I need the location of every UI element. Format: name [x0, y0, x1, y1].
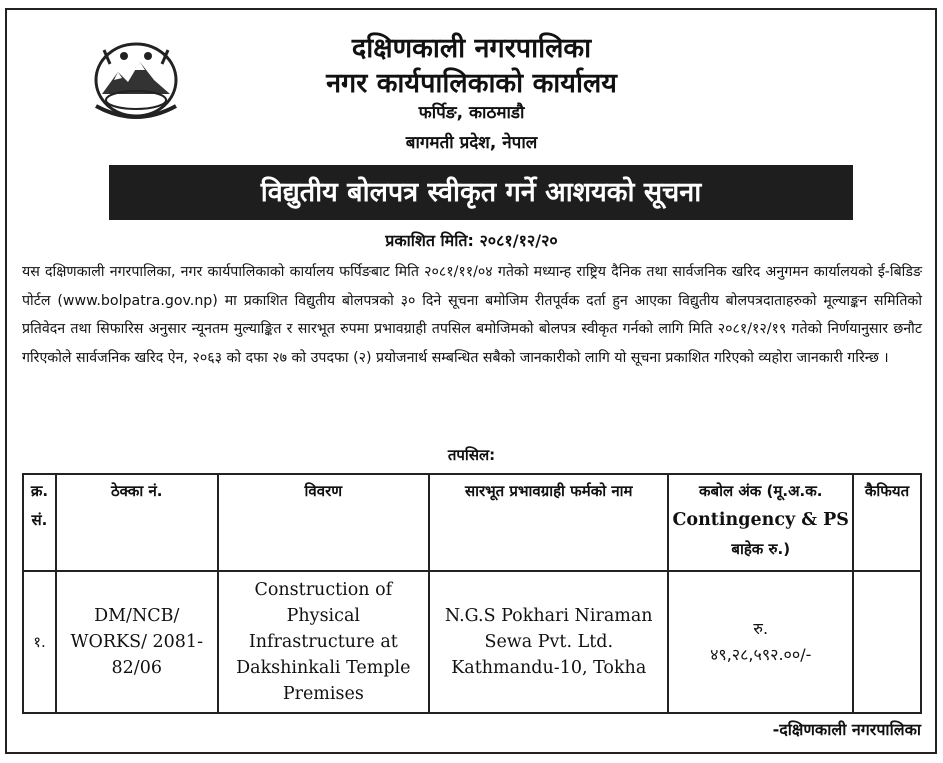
- amount-header-line2: Contingency & PS: [672, 510, 849, 530]
- amount-value: ४९,२८,५९२.००/-: [710, 645, 812, 664]
- col-header-sn: क्र. सं.: [23, 474, 56, 571]
- col-header-remarks: कैफियत: [853, 474, 921, 571]
- cell-remarks: [853, 571, 921, 713]
- col-header-contract-no: ठेक्का नं.: [56, 474, 218, 571]
- col-header-firm: सारभूत प्रभावग्राही फर्मको नाम: [429, 474, 668, 571]
- amount-currency: रु.: [753, 619, 769, 638]
- office-location: फर्पिङ, काठमाडौ: [418, 103, 525, 123]
- published-date: प्रकाशित मिति: २०८१/१२/२०: [385, 231, 558, 250]
- province-country: बागमती प्रदेश, नेपाल: [405, 133, 538, 153]
- office-name: नगर कार्यपालिकाको कार्यालय: [326, 68, 617, 99]
- cell-firm: N.G.S Pokhari Niraman Sewa Pvt. Ltd. Kathmandu-10, Tokha: [429, 571, 668, 713]
- notice-title-banner: विद्युतीय बोलपत्र स्वीकृत गर्ने आशयको सूचना: [109, 165, 853, 220]
- cell-sn: १.: [23, 571, 56, 713]
- amount-header-line3: बाहेक रु.): [731, 540, 791, 558]
- details-heading: तपसिल:: [447, 446, 496, 464]
- cell-contract-no: DM/NCB/ WORKS/ 2081-82/06: [56, 571, 218, 713]
- cell-amount: [668, 571, 853, 713]
- municipality-name: दक्षिणकाली नगरपालिका: [351, 33, 592, 64]
- col-header-amount: [668, 474, 853, 571]
- table-row: [23, 571, 921, 713]
- notice-body: यस दक्षिणकाली नगरपालिका, नगर कार्यपालिकाको कार्यालय फर्पिङबाट मिति २०८१/११/०४ गतेको मध्यान्ह राष्ट्रिय दैनिक तथा सार्वजनिक खरिद अनुगमन कार्यालयको ई-बिडिङ पोर्टल (www.bolpatra.gov.np) मा प्रकाशित विद्युतीय बोलपत्रको ३० दिने सूचना बमोजिम रीतपूर्वक दर्ता हुन आएका विद्युतीय बोलपत्रदाताहरुको मूल्याङ्कन समितिको प्रतिवेदन तथा सिफारिस अनुसार न्यूनतम मुल्याङ्कित र सारभूत रुपमा प्रभावग्राही तपसिल बमोजिमको बोलपत्र स्वीकृत गर्नको लागि मिति २०८१/१२/१९ गतेको निर्णयानुसार छनौट गरिएकोले सार्वजनिक खरिद ऐन, २०६३ को दफा २७ को उपदफा (२) प्रयोजनार्थ सम्बन्धित सबैको जानकारीको लागि यो सूचना प्रकाशित गरिएको व्यहोरा जानकारी गरिन्छ ।: [22, 264, 922, 366]
- cell-description: Construction of Physical Infrastructure at Dakshinkali Temple Premises: [218, 571, 430, 713]
- amount-header-line1: कबोल अंक (मू.अ.क.: [698, 482, 823, 500]
- table-header-row: [23, 474, 921, 571]
- award-table: [22, 473, 922, 714]
- signature-footer: -दक्षिणकाली नगरपालिका: [772, 720, 921, 739]
- col-header-description: विवरण: [218, 474, 430, 571]
